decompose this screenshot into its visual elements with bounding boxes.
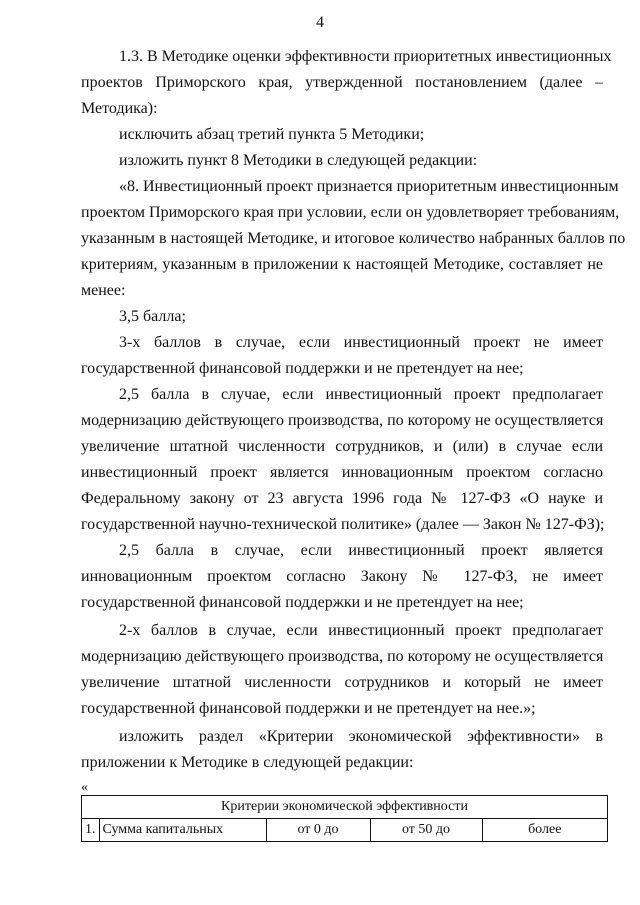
text-line: модернизацию действующего производства, по которому не осуществляется [81, 412, 604, 429]
text-line: приложении к Методике в следующей редакции: [81, 754, 414, 771]
text-line: менее: [81, 282, 126, 299]
paragraph-2-points [81, 618, 603, 722]
text-line: 3,5 балла; [119, 308, 186, 325]
text-line: государственной финансовой поддержки и не претендует на нее; [81, 360, 524, 377]
text-line: 2,5 балла в случае, если инвестиционный проект является [119, 542, 603, 559]
text-line: проектом Приморского края при условии, если он удовлетворяет требованиям, [81, 204, 620, 221]
paragraph-criteria-section [81, 724, 603, 776]
opening-quote: « [81, 780, 88, 795]
range-cell: от 0 до [266, 819, 370, 842]
criteria-table [81, 795, 608, 842]
table-row [82, 819, 608, 842]
text-line: увеличение штатной численности сотрудников, и (или) в случае если [81, 438, 603, 455]
table-header: Критерии экономической эффективности [82, 796, 608, 819]
text-line: 2-х баллов в случае, если инвестиционный проект предполагает [119, 622, 603, 639]
row-number: 1. [82, 819, 100, 842]
page-number: 4 [316, 14, 324, 31]
text-line: инновационным проектом согласно Закону № 127-ФЗ, не имеет [81, 568, 603, 585]
table-header-row [82, 796, 608, 819]
paragraph-set-point-8 [81, 148, 603, 174]
text-line: государственной научно-технической политике» (далее — Закон № 127-ФЗ); [81, 516, 605, 533]
criterion-name: Сумма капитальных [99, 819, 266, 842]
text-line: увеличение штатной численности сотрудников и который не имеет [81, 674, 603, 691]
paragraph-3-5-points [81, 304, 603, 330]
range-cell: от 50 до [370, 819, 482, 842]
paragraph-2-5-points-innovation [81, 538, 603, 616]
text-line: инвестиционный проект является инновационным проектом согласно [81, 464, 603, 481]
text-line: модернизацию действующего производства, по которому не осуществляется [81, 648, 604, 665]
text-line: изложить пункт 8 Методики в следующей редакции: [119, 152, 478, 169]
text-line: проектов Приморского края, утвержденной постановлением (далее – [81, 74, 603, 91]
paragraph-exclude [81, 122, 603, 148]
paragraph-3-points [81, 330, 603, 382]
text-line: Федеральному закону от 23 августа 1996 года № 127-ФЗ «О науке и [81, 490, 603, 507]
text-line: 2,5 балла в случае, если инвестиционный проект предполагает [119, 386, 603, 403]
range-cell: более [482, 819, 608, 842]
text-line: исключить абзац третий пункта 5 Методики; [119, 126, 425, 143]
text-line: 1.3. В Методике оценки эффективности приоритетных инвестиционных [119, 48, 612, 65]
text-line: указанным в настоящей Методике, и итоговое количество набранных баллов по [81, 230, 626, 247]
text-line: изложить раздел «Критерии экономической эффективности» в [119, 728, 603, 745]
paragraph-2-5-points-modernization [81, 382, 603, 538]
text-line: государственной финансовой поддержки и не претендует на нее.»; [81, 700, 536, 717]
text-line: критериям, указанным в приложении к настоящей Методике, составляет не [81, 256, 603, 273]
text-line: государственной финансовой поддержки и не претендует на нее; [81, 594, 524, 611]
paragraph-1-3 [81, 44, 612, 122]
text-line: Методика): [81, 100, 158, 117]
paragraph-point-8 [81, 174, 626, 304]
text-line: «8. Инвестиционный проект признается приоритетным инвестиционным [119, 178, 619, 195]
text-line: 3-х баллов в случае, если инвестиционный проект не имеет [119, 334, 603, 351]
